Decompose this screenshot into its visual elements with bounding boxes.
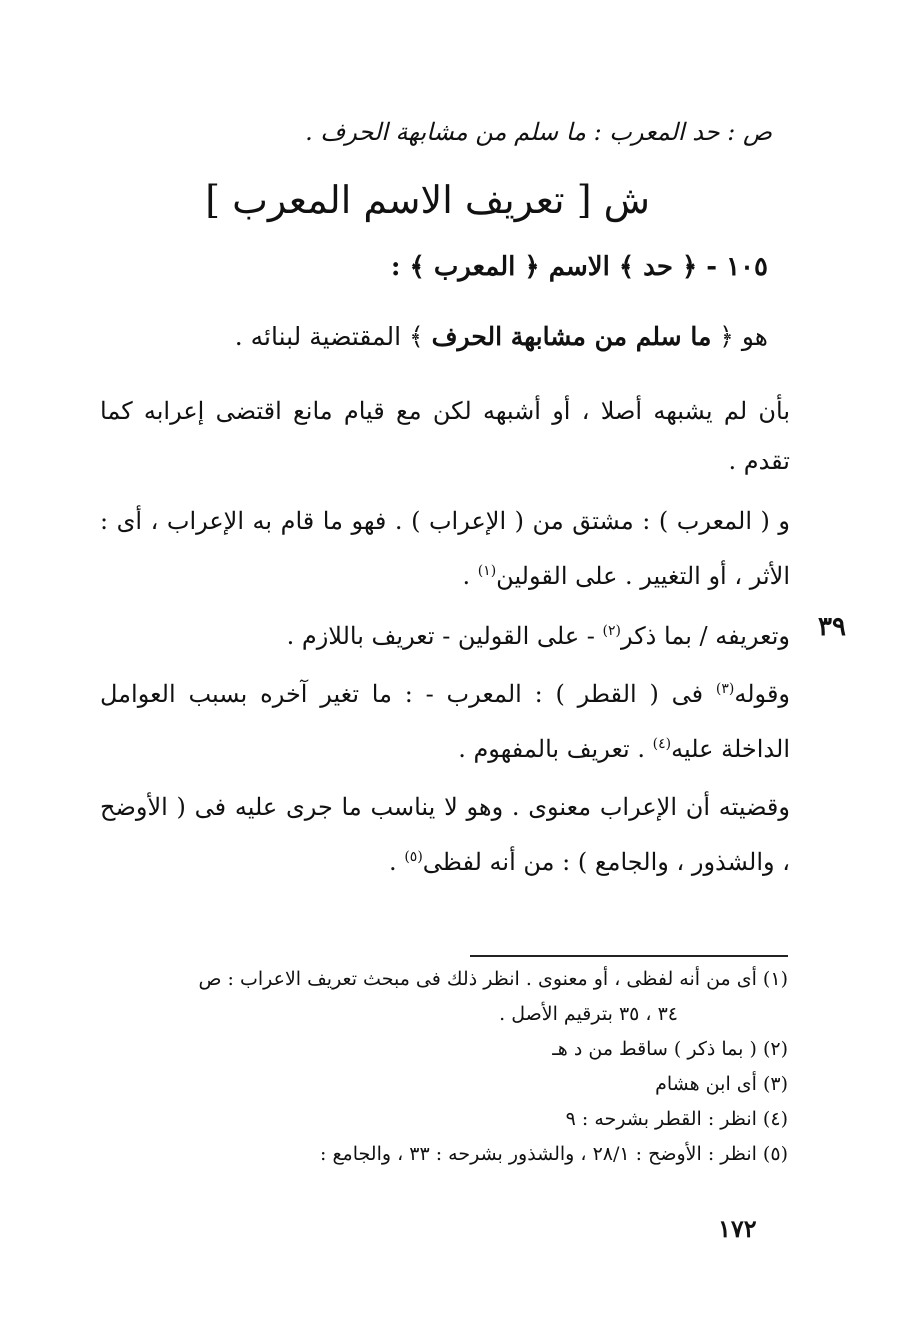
page-number: ١٧٢: [718, 1214, 757, 1243]
footnote-separator: [470, 955, 788, 957]
footnote-1: (١) أى من أنه لفظى ، أو معنوى . انظر ذلك فى مبحث تعريف الاعراب : ص: [198, 968, 788, 990]
paragraph-3-text: وتعريفه / بما ذكر: [621, 622, 790, 650]
footnote-1-continued: ٣٤ ، ٣٥ بترقيم الأصل .: [499, 1003, 678, 1025]
footnote-ref-4: (٤): [652, 736, 672, 752]
definition-lead: هو ﴿: [719, 322, 768, 351]
paragraph-2: [100, 496, 790, 601]
paragraph-2-text: و ( المعرب ) : مشتق من ( الإعراب ) . فهو ما قام به الإعراب ، أى : الأثر ، أو التغيير . على القولين: [100, 507, 790, 590]
paragraph-3: [100, 606, 790, 661]
definition-bold: ما سلم من مشابهة الحرف: [431, 322, 712, 351]
definition-tail: ﴾ المقتضية لبنائه .: [234, 322, 424, 351]
footnote-4: (٤) انظر : القطر بشرحه : ٩: [565, 1108, 788, 1130]
paragraph-5-text: وقضيته أن الإعراب معنوى . وهو لا يناسب ما جرى عليه فى ( الأوضح ، والشذور ، والجامع ) : من أنه لفظى: [100, 793, 790, 876]
paragraph-1: بأن لم يشبهه أصلا ، أو أشبهه لكن مع قيام مانع اقتضى إعرابه كما تقدم .: [100, 397, 790, 475]
margin-folio-number: ٣٩: [818, 612, 846, 642]
paragraph-4-text-b: فى ( القطر ) : المعرب - : ما تغير آخره بسبب العوامل الداخلة عليه: [100, 680, 790, 763]
footnote-ref-2: (٢): [602, 623, 622, 639]
footnote-ref-5: (٥): [404, 849, 423, 865]
paragraph-4-end: . تعريف بالمفهوم .: [458, 735, 653, 763]
footnote-3: (٣) أى ابن هشام: [655, 1073, 788, 1095]
footnotes: [98, 962, 788, 1172]
paragraph-4: [100, 664, 790, 774]
paragraph-4-text-a: وقوله: [734, 680, 790, 708]
sharh-heading: ش [ تعريف الاسم المعرب ]: [205, 178, 650, 222]
section-heading: ١٠٥ - ﴿ حد ﴾ الاسم ﴿ المعرب ﴾ :: [390, 252, 768, 282]
footnote-5: (٥) انظر : الأوضح : ٢٨/١ ، والشذور بشرحه : ٣٣ ، والجامع :: [320, 1143, 788, 1165]
footnote-2: (٢) ( بما ذكر ) ساقط من د هـ: [552, 1038, 788, 1060]
footnote-ref-3: (٣): [715, 681, 735, 697]
paragraph-5-end: .: [389, 848, 405, 876]
paragraph-5: [100, 782, 790, 887]
matn-line: ص : حد المعرب : ما سلم من مشابهة الحرف .: [305, 118, 772, 146]
paragraph-3-end: - على القولين - تعريف باللازم .: [286, 622, 603, 650]
definition-line: [235, 322, 768, 351]
paragraph-2-end: .: [462, 562, 478, 590]
footnote-ref-1: (١): [477, 563, 497, 579]
